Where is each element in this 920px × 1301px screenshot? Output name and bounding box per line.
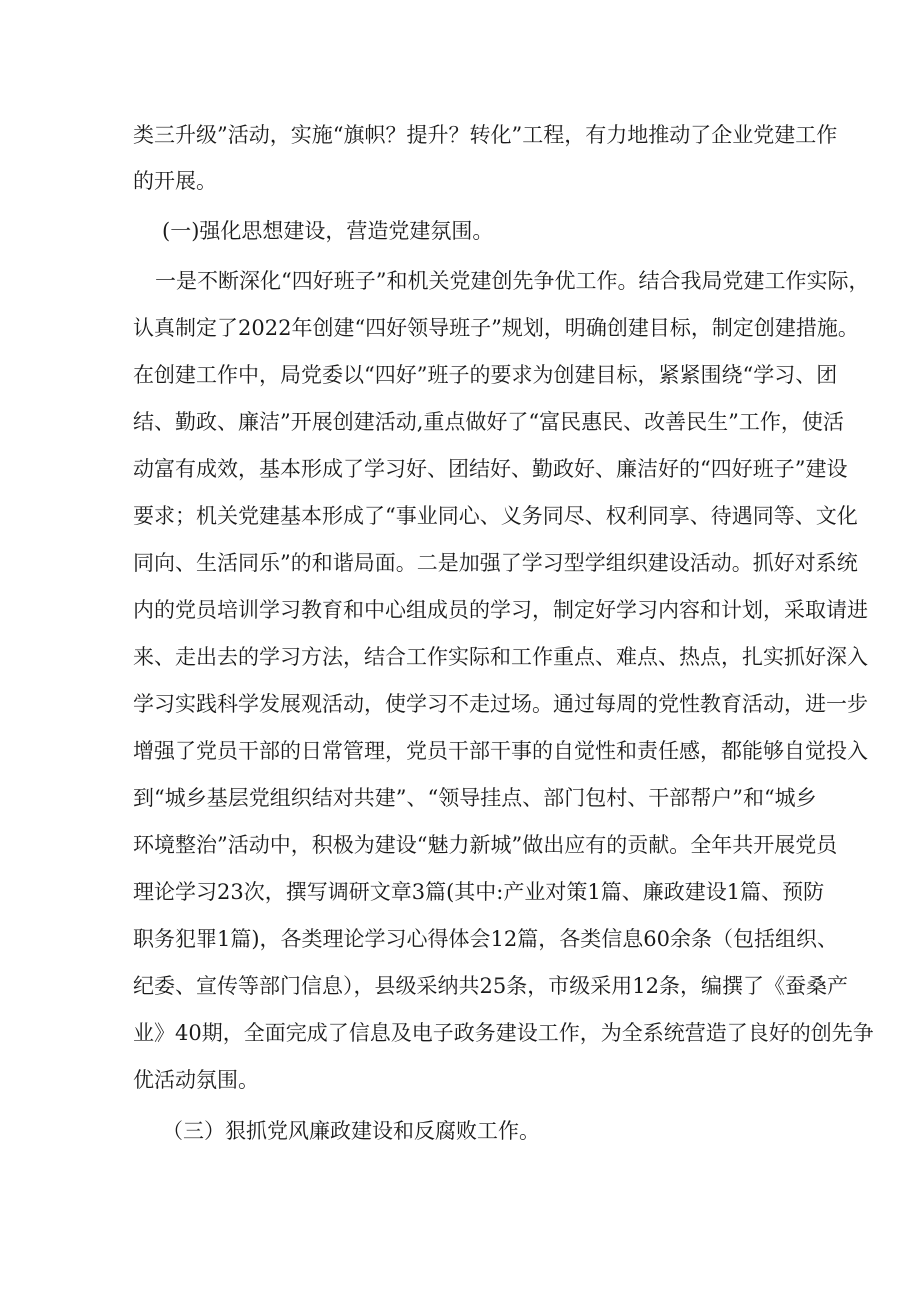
intro-line-2: 的开展。: [133, 169, 217, 193]
body-line: 纪委、宣传等部门信息），县级采纳共25条，市级采用12条，编撰了《蚕桑产: [133, 974, 848, 998]
section-one-heading: (一)强化思想建设，营造党建氛围。: [162, 219, 494, 243]
body-line: 内的党员培训学习教育和中心组成员的学习，制定好学习内容和计划，采取请进: [133, 598, 868, 622]
body-line: 同向、生活同乐”的和谐局面。二是加强了学习型学组织建设活动。抓好对系统: [133, 551, 858, 575]
body-line: 在创建工作中，局党委以“四好”班子的要求为创建目标，紧紧围绕“学习、团: [133, 363, 838, 387]
body-line: 学习实践科学发展观活动，使学习不走过场。通过每周的党性教育活动，进一步: [133, 692, 868, 716]
body-line: 一是不断深化“四好班子”和机关党建创先争优工作。结合我局党建工作实际，: [155, 269, 870, 293]
body-line: 理论学习23次，撰写调研文章3篇(其中:产业对策1篇、廉政建设1篇、预防: [133, 880, 825, 904]
body-line: 优活动氛围。: [133, 1068, 259, 1092]
section-three-heading: （三）狠抓党风廉政建设和反腐败工作。: [162, 1119, 540, 1143]
intro-line-1: 类三升级”活动，实施“旗帜？提升？转化”工程，有力地推动了企业党建工作: [133, 123, 838, 147]
body-line: 到“城乡基层党组织结对共建”、“领导挂点、部门包村、干部帮户”和“城乡: [133, 786, 817, 810]
body-line: 环境整治”活动中，积极为建设“魅力新城”做出应有的贡献。全年共开展党员: [133, 833, 838, 857]
body-line: 来、走出去的学习方法，结合工作实际和工作重点、难点、热点，扎实抓好深入: [133, 645, 868, 669]
body-line: 动富有成效，基本形成了学习好、团结好、勤政好、廉洁好的“四好班子”建设: [133, 457, 848, 481]
body-line: 结、勤政、廉洁”开展创建活动,重点做好了“富民惠民、改善民生”工作，使活: [133, 410, 844, 434]
body-line: 职务犯罪1篇)，各类理论学习心得体会12篇，各类信息60余条（包括组织、: [133, 927, 838, 951]
body-line: 业》40期，全面完成了信息及电子政务建设工作，为全系统营造了良好的创先争: [133, 1021, 874, 1045]
body-line: 增强了党员干部的日常管理，党员干部干事的自觉性和责任感，都能够自觉投入: [133, 739, 868, 763]
body-line: 认真制定了2022年创建“四好领导班子”规划，明确创建目标，制定创建措施。: [133, 316, 859, 340]
body-line: 要求；机关党建基本形成了“事业同心、义务同尽、权利同享、待遇同等、文化: [133, 504, 858, 528]
